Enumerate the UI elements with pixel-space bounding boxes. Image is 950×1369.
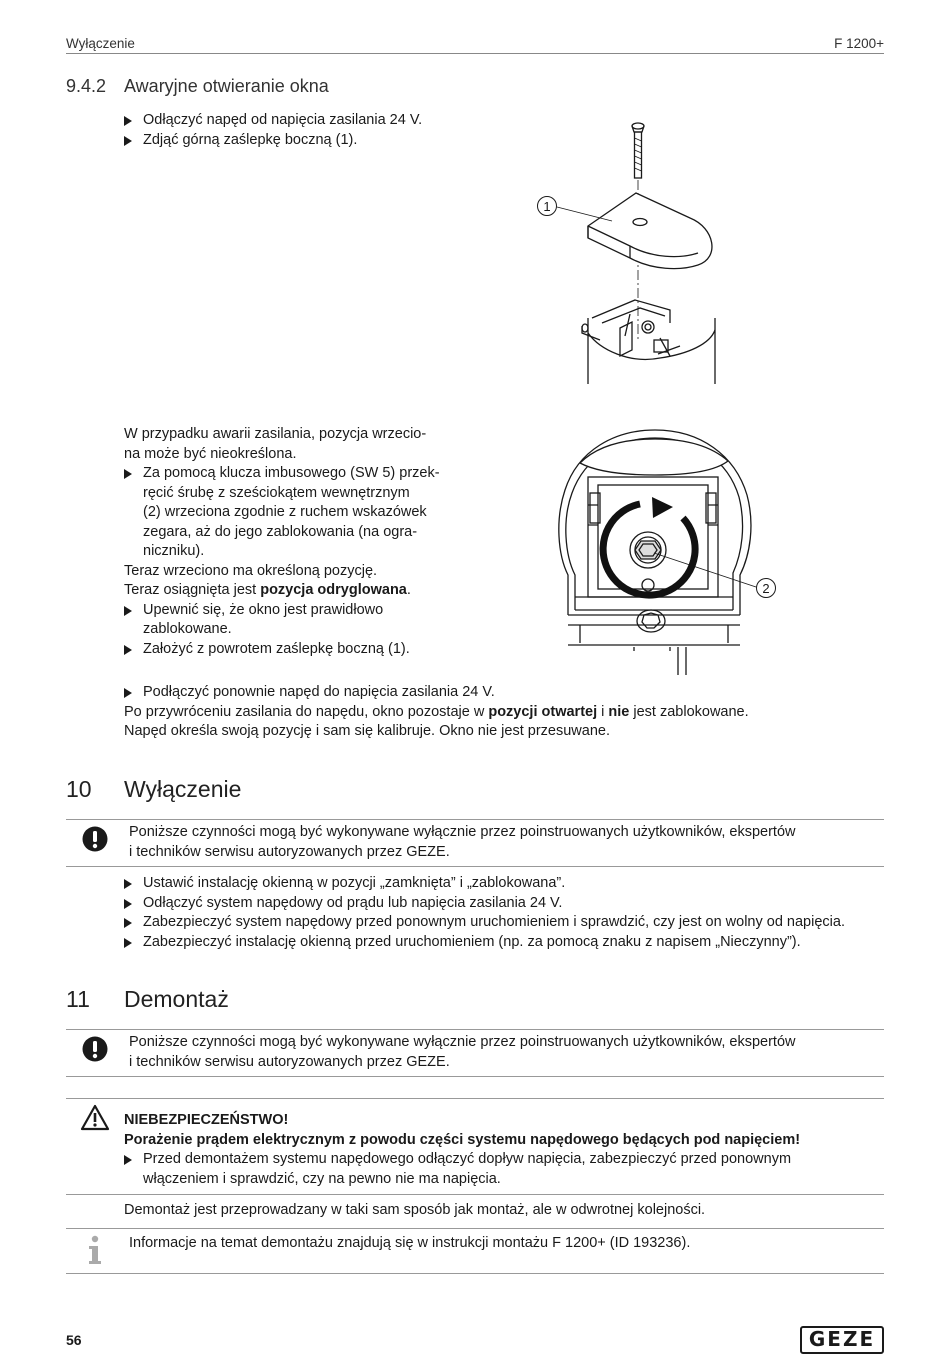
section-number: 9.4.2 xyxy=(66,76,107,96)
info-rule-top xyxy=(66,1228,884,1229)
bullet-arrow-icon xyxy=(124,899,132,909)
spindle-rotation-figure xyxy=(550,425,790,677)
cap-removal-figure xyxy=(520,118,740,388)
callout-1-label: 1 xyxy=(543,199,551,214)
reconnect-block xyxy=(124,683,894,742)
danger-block xyxy=(124,1111,894,1189)
running-header-model: F 1200+ xyxy=(834,36,884,51)
note-rule-top xyxy=(66,819,884,820)
state-text: Teraz wrzeciono ma określoną pozycję. xyxy=(124,562,378,579)
bullet-arrow-icon xyxy=(124,116,132,126)
demontaz-text: Demontaż jest przeprowadzany w taki sam sposób jak montaż, ale w odwrotnej kolejności. xyxy=(124,1202,706,1218)
exclamation-circle-icon xyxy=(82,826,108,852)
geze-logo: GEZE xyxy=(800,1326,884,1354)
info-text: Informacje na temat demontażu znajdują się w instrukcji montażu F 1200+ (ID 193236). xyxy=(129,1235,691,1251)
bullet-arrow-icon xyxy=(124,606,132,616)
chapter-title: Wyłączenie xyxy=(124,776,242,802)
step-item: Odłączyć system napędowy od prądu lub napięcia zasilania 24 V. xyxy=(124,894,894,914)
step-item: Za pomocą klucza imbusowego (SW 5) przek- ręcić śrubę z sześciokątem wewnętrznym (2) wrzeciona zgodnie z ruchem wskazówek zegara, aż do jego zablokowania (na ogra- niczniku). xyxy=(124,464,464,562)
danger-title: NIEBEZPIECZEŃSTWO! xyxy=(124,1112,289,1128)
header-rule xyxy=(66,53,884,54)
note-rule-bottom xyxy=(66,1076,884,1077)
intro-text: na może być nieokreślona. xyxy=(124,445,297,462)
note-rule-bottom xyxy=(66,866,884,867)
bullet-arrow-icon xyxy=(124,136,132,146)
step-list-1 xyxy=(124,111,484,150)
danger-rule-top xyxy=(66,1098,884,1099)
bullet-arrow-icon xyxy=(124,688,132,698)
qualification-note: Poniższe czynności mogą być wykonywane wyłącznie przez poinstruowanych użytkowników, ekspertów i techników serwisu autoryzowanych przez GEZE. xyxy=(129,824,796,860)
bullet-arrow-icon xyxy=(124,879,132,889)
step-item: Przed demontażem systemu napędowego odłączyć dopływ napięcia, zabezpieczyć przed ponownym włączeniem i sprawdzić, czy na pewno nie ma napięcia. xyxy=(124,1150,894,1189)
result-text: Po przywróceniu zasilania do napędu, okno pozostaje w pozycji otwartej i nie jest zablokowane. xyxy=(124,703,749,720)
chapter-number: 10 xyxy=(66,776,92,802)
warning-triangle-icon xyxy=(80,1104,110,1131)
danger-rule-bottom xyxy=(66,1194,884,1195)
chapter-title: Demontaż xyxy=(124,986,229,1012)
bullet-arrow-icon xyxy=(124,938,132,948)
danger-subtitle: Porażenie prądem elektrycznym z powodu części systemu napędowego będących pod napięciem! xyxy=(124,1131,801,1148)
step-item: Założyć z powrotem zaślepkę boczną (1). xyxy=(124,640,464,660)
callout-2-label: 2 xyxy=(762,581,770,596)
bullet-arrow-icon xyxy=(124,918,132,928)
qualification-note: Poniższe czynności mogą być wykonywane wyłącznie przez poinstruowanych użytkowników, ekspertów i techników serwisu autoryzowanych przez GEZE. xyxy=(129,1034,796,1070)
page-number: 56 xyxy=(66,1332,82,1348)
step-item: Upewnić się, że okno jest prawidłowo zablokowane. xyxy=(124,601,464,640)
result-text: Napęd określa swoją pozycję i sam się kalibruje. Okno nie jest przesuwane. xyxy=(124,723,610,739)
bullet-arrow-icon xyxy=(124,469,132,479)
bullet-arrow-icon xyxy=(124,645,132,655)
note-rule-top xyxy=(66,1029,884,1030)
intro-text: W przypadku awarii zasilania, pozycja wrzecio- xyxy=(124,426,427,442)
running-header-title: Wyłączenie xyxy=(66,36,135,51)
step-item: Zdjąć górną zaślepkę boczną (1). xyxy=(124,131,484,151)
exclamation-circle-icon xyxy=(82,1036,108,1062)
step-item: Zabezpieczyć instalację okienną przed uruchomieniem (np. za pomocą znaku z napisem „Nieczynny”). xyxy=(124,933,894,953)
info-icon xyxy=(86,1235,104,1265)
step-item: Podłączyć ponownie napęd do napięcia zasilania 24 V. xyxy=(124,683,894,703)
bullet-arrow-icon xyxy=(124,1155,132,1165)
step-item: Zabezpieczyć system napędowy przed ponownym uruchomieniem i sprawdzić, czy jest on wolny od napięcia. xyxy=(124,913,894,933)
section-title: Awaryjne otwieranie okna xyxy=(124,76,329,96)
state-text: Teraz osiągnięta jest pozycja odryglowana. xyxy=(124,582,411,598)
step-list-shutdown xyxy=(124,874,894,952)
step-item: Ustawić instalację okienną w pozycji „zamknięta” i „zablokowana”. xyxy=(124,874,894,894)
info-rule-bottom xyxy=(66,1273,884,1274)
chapter-number: 11 xyxy=(66,986,90,1012)
emergency-instructions xyxy=(124,425,464,659)
step-item: Odłączyć napęd od napięcia zasilania 24 V. xyxy=(124,111,484,131)
